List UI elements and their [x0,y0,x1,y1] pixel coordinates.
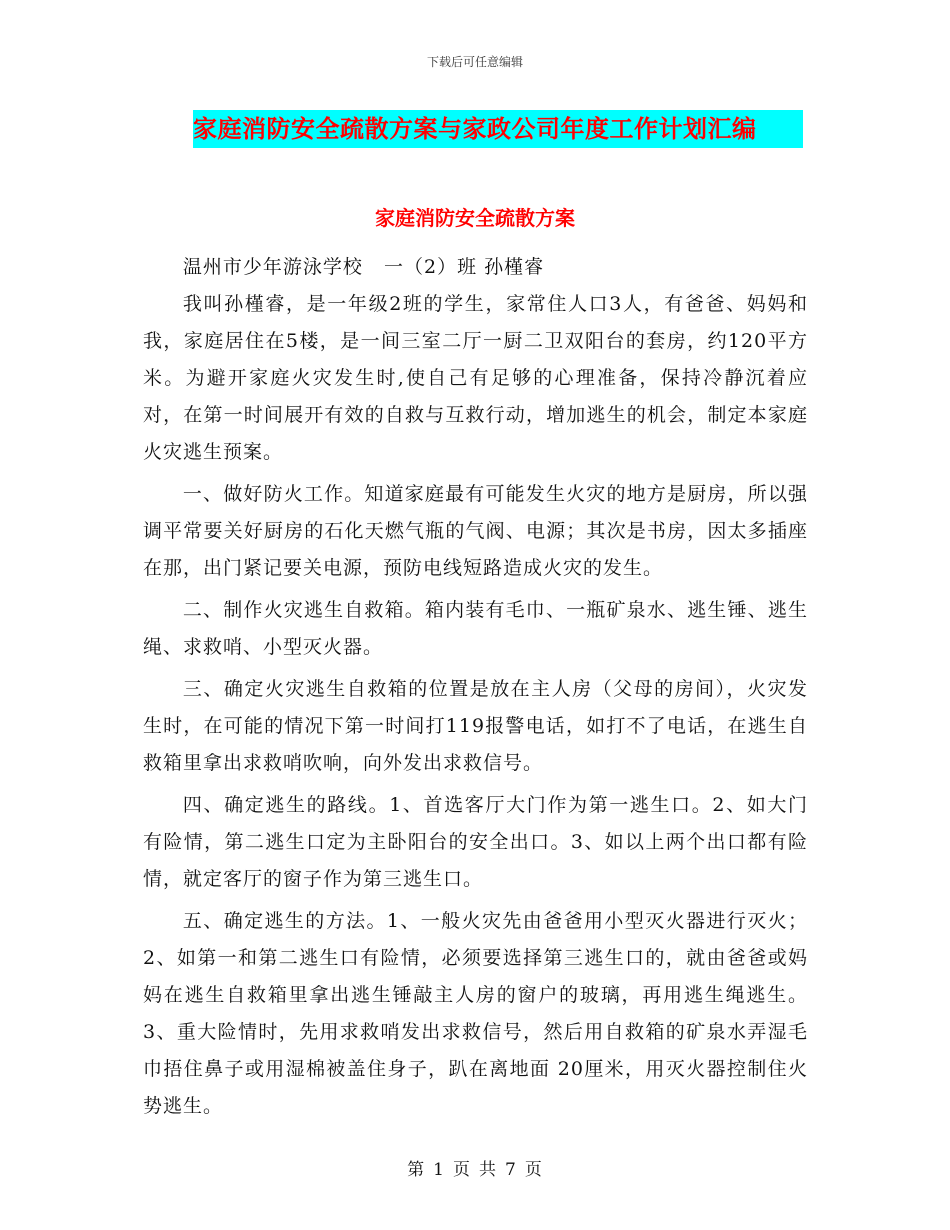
paragraph-escape-kit: 二、制作火灾逃生自救箱。箱内装有毛巾、一瓶矿泉水、逃生锤、逃生绳、求救哨、小型灭火器。 [143,599,808,658]
document-title: 家庭消防安全疏散方案与家政公司年度工作计划汇编 [193,114,757,143]
section-title: 家庭消防安全疏散方案 [375,206,575,230]
byline: 温州市少年游泳学校 一（2）班 孙槿睿 [182,256,545,278]
paragraph-escape-method: 五、确定逃生的方法。1、一般火灾先由爸爸用小型灭火器进行灭火；2、如第一和第二逃生口有险情，必须要选择第三逃生口的，就由爸爸或妈妈在逃生自救箱里拿出逃生锤敲主人房的窗户的玻璃，再用逃生绳逃生。3、重大险情时，先用求救哨发出求救信号，然后用自救箱的矿泉水弄湿毛巾捂住鼻子或用湿棉被盖住身子，趴在离地面 20厘米，用灭火器控制住火势逃生。 [143,910,808,1117]
footer-total-pages: 7 [505,1160,517,1180]
paragraph-fire-prevention: 一、做好防火工作。知道家庭最有可能发生火灾的地方是厨房，所以强调平常要关好厨房的石化天燃气瓶的气阀、电源；其次是书房，因太多插座在那，出门紧记要关电源，预防电线短路造成火灾的发生。 [143,483,808,579]
paragraph-escape-route: 四、确定逃生的路线。1、首选客厅大门作为第一逃生口。2、如大门有险情，第二逃生口定为主卧阳台的安全出口。3、如以上两个出口都有险情，就定客厅的窗子作为第三逃生口。 [143,794,808,890]
footer-page-prefix: 第 [407,1160,426,1180]
paragraph-kit-location: 三、确定火灾逃生自救箱的位置是放在主人房（父母的房间），火灾发生时，在可能的情况下第一时间打119报警电话，如打不了电话，在逃生自救箱里拿出求救哨吹响，向外发出求救信号。 [143,678,808,774]
footer-page-label: 页 [453,1160,471,1180]
footer-total-prefix: 共 [479,1160,497,1180]
header-note: 下载后可任意编辑 [426,55,523,69]
document-title-highlight [193,110,803,148]
footer-page-number: 1 [433,1160,445,1180]
paragraph-intro: 我叫孙槿睿，是一年级2班的学生，家常住人口3人，有爸爸、妈妈和我，家庭居住在5楼，是一间三室二厅一厨二卫双阳台的套房，约120平方米。为避开家庭火灾发生时,使自己有足够的心理准备，保持冷静沉着应对，在第一时间展开有效的自救与互救行动，增加逃生的机会，制定本家庭火灾逃生预案。 [143,293,808,463]
document-body [143,249,808,1125]
footer-total-suffix: 页 [524,1160,543,1180]
page-footer [0,1155,950,1180]
